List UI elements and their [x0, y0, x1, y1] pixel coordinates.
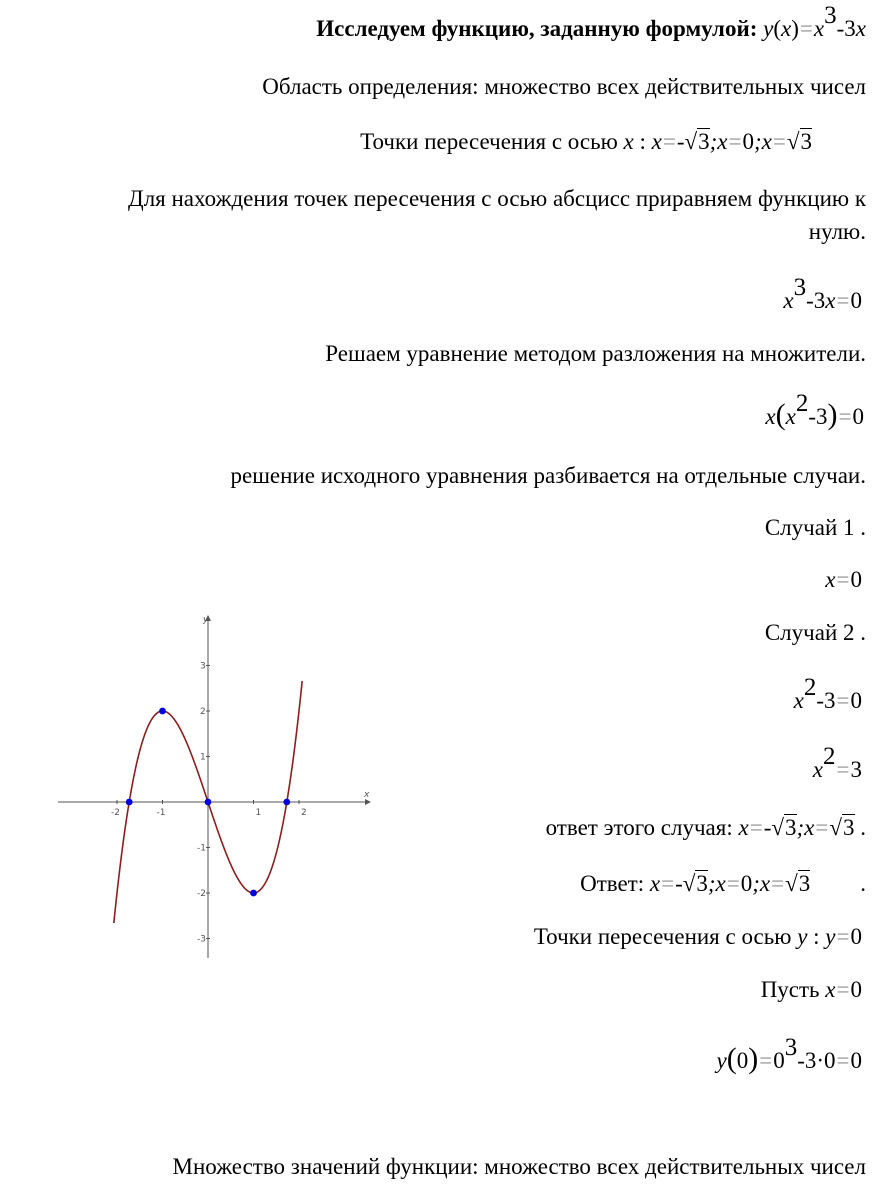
equation-2: x(x2-3)=0 [765, 390, 864, 431]
y-intercepts-line: Точки пересечения с осью y : y=0 [533, 924, 862, 949]
y-tick-label: -3 [197, 934, 206, 945]
y-tick-label: 2 [200, 707, 206, 717]
let-x-line: Пусть x=0 [760, 977, 862, 1002]
case-1-label: Случай 1 . [764, 515, 866, 540]
title-text: Исследуем функцию, заданную формулой: [316, 16, 758, 41]
equation-1: x3-3x=0 [783, 274, 862, 313]
case-1-equation: x=0 [825, 567, 862, 592]
key-point [126, 799, 133, 806]
factor-text: Решаем уравнение методом разложения на множители. [325, 341, 866, 366]
x-intercepts-line: Точки пересечения с осью x : x=-√3;x=0;x=√3 [360, 129, 812, 154]
key-point [159, 708, 166, 715]
x-tick-label: 2 [301, 808, 307, 818]
y-tick-label: -2 [197, 889, 206, 899]
range-line: Множество значений функции: множество всех действительных чисел [172, 1154, 866, 1179]
x-axis-label: x [364, 790, 370, 800]
x-tick-label: -2 [111, 808, 120, 818]
y0-equation: y(0)=03-3·0=0 [716, 1034, 862, 1075]
y-tick-label: 1 [200, 752, 206, 763]
key-point [205, 799, 212, 806]
y-axis-label: y [203, 615, 209, 625]
case-answer-line: ответ этого случая: x=-√3;x=√3 . [545, 815, 866, 840]
key-point [250, 890, 257, 897]
x-tick-label: -1 [156, 808, 166, 818]
domain-line: Область определения: множество всех действительных чисел [262, 74, 866, 99]
y-tick-label: -1 [197, 843, 206, 854]
case-2-equation-b: x2=3 [812, 743, 862, 782]
case-2-label: Случай 2 . [764, 620, 866, 645]
page-title: Исследуем функцию, заданную формулой: y(x)=x3-3x [316, 2, 866, 41]
answer-line: Ответ: x=-√3;x=0;x=√3 . [580, 871, 866, 896]
function-graph [58, 612, 376, 964]
y-tick-label: 3 [200, 661, 206, 672]
explain-paragraph: Для нахождения точек пересечения с осью абсцисс приравняем функцию к нулю. [128, 186, 866, 244]
x-tick-label: 1 [255, 808, 262, 818]
cases-text: решение исходного уравнения разбивается на отдельные случаи. [230, 463, 866, 488]
case-2-equation-a: x2-3=0 [793, 674, 862, 713]
key-point [283, 799, 290, 806]
